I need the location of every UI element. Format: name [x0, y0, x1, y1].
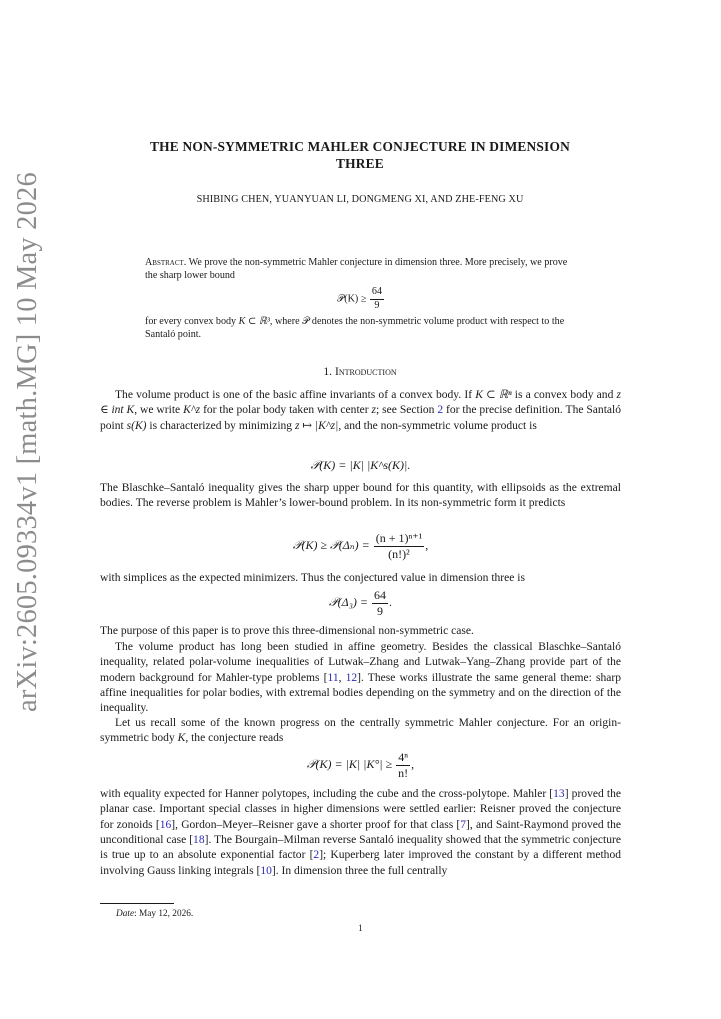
eq3-tail: .: [388, 594, 392, 609]
eq2-denominator: (n!)²: [388, 546, 410, 561]
paragraph-1: [100, 388, 621, 434]
paragraph-5: [100, 640, 621, 717]
p1-math-n: z ↦ |K^z|: [294, 419, 339, 432]
citation-11-link[interactable]: 11: [327, 671, 339, 684]
p7-text-d: ], and Saint-Raymond proved the unconditional case [: [100, 818, 621, 847]
p5-sep: ,: [338, 671, 346, 684]
page-number: 1: [358, 924, 363, 934]
p7-text-c: ], Gordon–Meyer–Reisner gave a shorter proof for that class [: [171, 818, 461, 831]
p7-text-f: ]; Kuperberg later improved the constant by a different method involving Gauss linking integrals [: [100, 849, 621, 877]
section-number: 1.: [323, 365, 333, 378]
citation-10-link[interactable]: 10: [260, 864, 272, 877]
p1-math-h: z: [371, 404, 377, 417]
eq2-fraction: [374, 532, 424, 560]
footnote-label: Date: [116, 909, 135, 919]
eq3-lhs: 𝒫(Δ₃) =: [329, 594, 368, 609]
p7-text-e: ]. The Bourgain–Milman reverse Santaló inequality showed that the symmetric conjecture is true up to an absolute exponential factor [: [100, 834, 621, 862]
eq4-tail: ,: [411, 756, 415, 771]
eq4-numerator: 4ⁿ: [396, 751, 410, 766]
p5-text-a: The volume product has long been studied in affine geometry. Besides the classical Blaschke–Santaló inequality, related polar-volume inequalities of Lutwak–Zhang and Lutwak–Yang–Zhang provide part of the modern background for Mahler-type problems [: [100, 641, 621, 684]
p1-text-m: is characterized by minimizing: [146, 419, 295, 432]
eq4-lhs: 𝒫(K) = |K| |K°| ≥: [306, 756, 393, 771]
abstract-bound-numerator: 64: [370, 287, 384, 300]
paragraph-2: The Blaschke–Santaló inequality gives the sharp upper bound for this quantity, with ellipsoids as the extremal bodies. The reverse problem is Mahler’s lower-bound problem. In its non-symmetric form it predicts: [100, 482, 621, 510]
abstract-sentence-1: We prove the non-symmetric Mahler conjecture in dimension three. More precisely, we prove the sharp lower bound: [145, 257, 568, 281]
p6-text-c: , the conjecture reads: [185, 732, 284, 745]
citation-2-link[interactable]: 2: [313, 849, 320, 862]
date-footnote: [116, 909, 193, 919]
section-2-link[interactable]: 2: [437, 404, 444, 417]
p1-text-c: is a convex body and: [511, 389, 617, 401]
abstract-text-1: [145, 256, 577, 282]
abstract-bound-equation: [145, 287, 577, 311]
eq2-tail: ,: [425, 537, 429, 552]
eq3-numerator: 64: [373, 588, 386, 602]
abstract-text-2: [145, 315, 577, 341]
citation-13-link[interactable]: 13: [553, 788, 565, 800]
p1-math-f: K^z: [183, 404, 201, 417]
equation-simplex-bound: [100, 532, 621, 560]
paragraph-6: [100, 716, 621, 747]
eq2-numerator: (n + 1)ⁿ⁺¹: [375, 531, 423, 545]
citation-18-link[interactable]: 18: [193, 834, 205, 847]
p7-text-a: with equality expected for Hanner polytopes, including the cube and the cross-polytope. Mahler [: [100, 788, 554, 800]
equation-volume-product: [100, 457, 621, 473]
p7-text-g: ]. In dimension three the full centrally: [271, 864, 448, 877]
p1-math-d: z ∈ int K: [100, 389, 621, 417]
abstract-bound-denominator: 9: [374, 299, 380, 311]
footnote-text: : May 12, 2026.: [134, 909, 194, 919]
footnote-divider: [100, 903, 174, 904]
p6-math-b: K: [177, 732, 186, 745]
p7-text-b: ] proved the planar case. Important special classes in higher dimensions were settled earlier: Reisner proved the conjecture for zonoids [: [100, 788, 621, 831]
p5-text-b: ]. These works illustrate the same general theme: sharp affine inequalities for polar bodies, with extremal bodies depending on the symmetry and on the direction of the inequality.: [100, 671, 621, 715]
p1-math-b: K ⊂ ℝⁿ: [475, 389, 512, 401]
citation-12-link[interactable]: 12: [345, 671, 358, 684]
abstract-math-body: K ⊂ ℝ³: [238, 316, 270, 327]
citation-16-link[interactable]: 16: [159, 818, 172, 831]
equation-symmetric-mahler: [100, 751, 621, 779]
arxiv-identifier-stamp: arXiv:2605.09334v1 [math.MG] 10 May 2026: [12, 172, 43, 712]
paper-title: [100, 138, 620, 172]
abstract-bound-lhs: 𝒫(K) ≥: [337, 293, 367, 305]
abstract-sentence-2c: , where 𝒫 denotes the non-symmetric volume product with respect to the Santaló point.: [145, 316, 565, 340]
p1-math-l: s(K): [126, 419, 147, 432]
citation-7-link[interactable]: 7: [460, 818, 467, 831]
paragraph-7: [100, 787, 621, 879]
eq4-fraction: [396, 751, 410, 779]
eq2-lhs: 𝒫(K) ≥ 𝒫(Δₙ) =: [292, 537, 370, 552]
p6-text-a: Let us recall some of the known progress on the centrally symmetric Mahler conjecture. For an origin-symmetric body: [100, 717, 621, 745]
p1-text-k: for the precise definition. The Santaló point: [100, 404, 622, 432]
title-line-1: THE NON-SYMMETRIC MAHLER CONJECTURE IN DIMENSION: [150, 139, 570, 154]
eq1-content: 𝒫(K) = |K| |K^s(K)|.: [310, 458, 411, 472]
abstract-bound-fraction: [370, 287, 384, 311]
eq3-denominator: 9: [376, 603, 383, 618]
title-line-2: THREE: [336, 156, 384, 171]
paragraph-4: The purpose of this paper is to prove this three-dimensional non-symmetric case.: [100, 625, 474, 637]
section-title: Introduction: [334, 365, 397, 378]
p1-text-g: for the polar body taken with center: [200, 404, 372, 417]
paragraph-3: with simplices as the expected minimizers. Thus the conjectured value in dimension three is: [100, 572, 525, 584]
p1-text-i: ; see Section: [376, 404, 438, 417]
abstract-sentence-2a: for every convex body: [145, 316, 239, 327]
p1-text-e: , we write: [134, 404, 184, 417]
eq4-denominator: n!: [398, 765, 409, 780]
author-list: SHIBING CHEN, YUANYUAN LI, DONGMENG XI, AND ZHE-FENG XU: [196, 194, 524, 205]
abstract-label: Abstract.: [145, 257, 187, 268]
equation-dimension-three: [100, 589, 621, 617]
section-heading: [100, 365, 620, 378]
p1-text-a: The volume product is one of the basic affine invariants of a convex body. If: [115, 389, 476, 401]
eq3-fraction: [372, 589, 388, 617]
p1-text-o: , and the non-symmetric volume product is: [338, 419, 537, 432]
